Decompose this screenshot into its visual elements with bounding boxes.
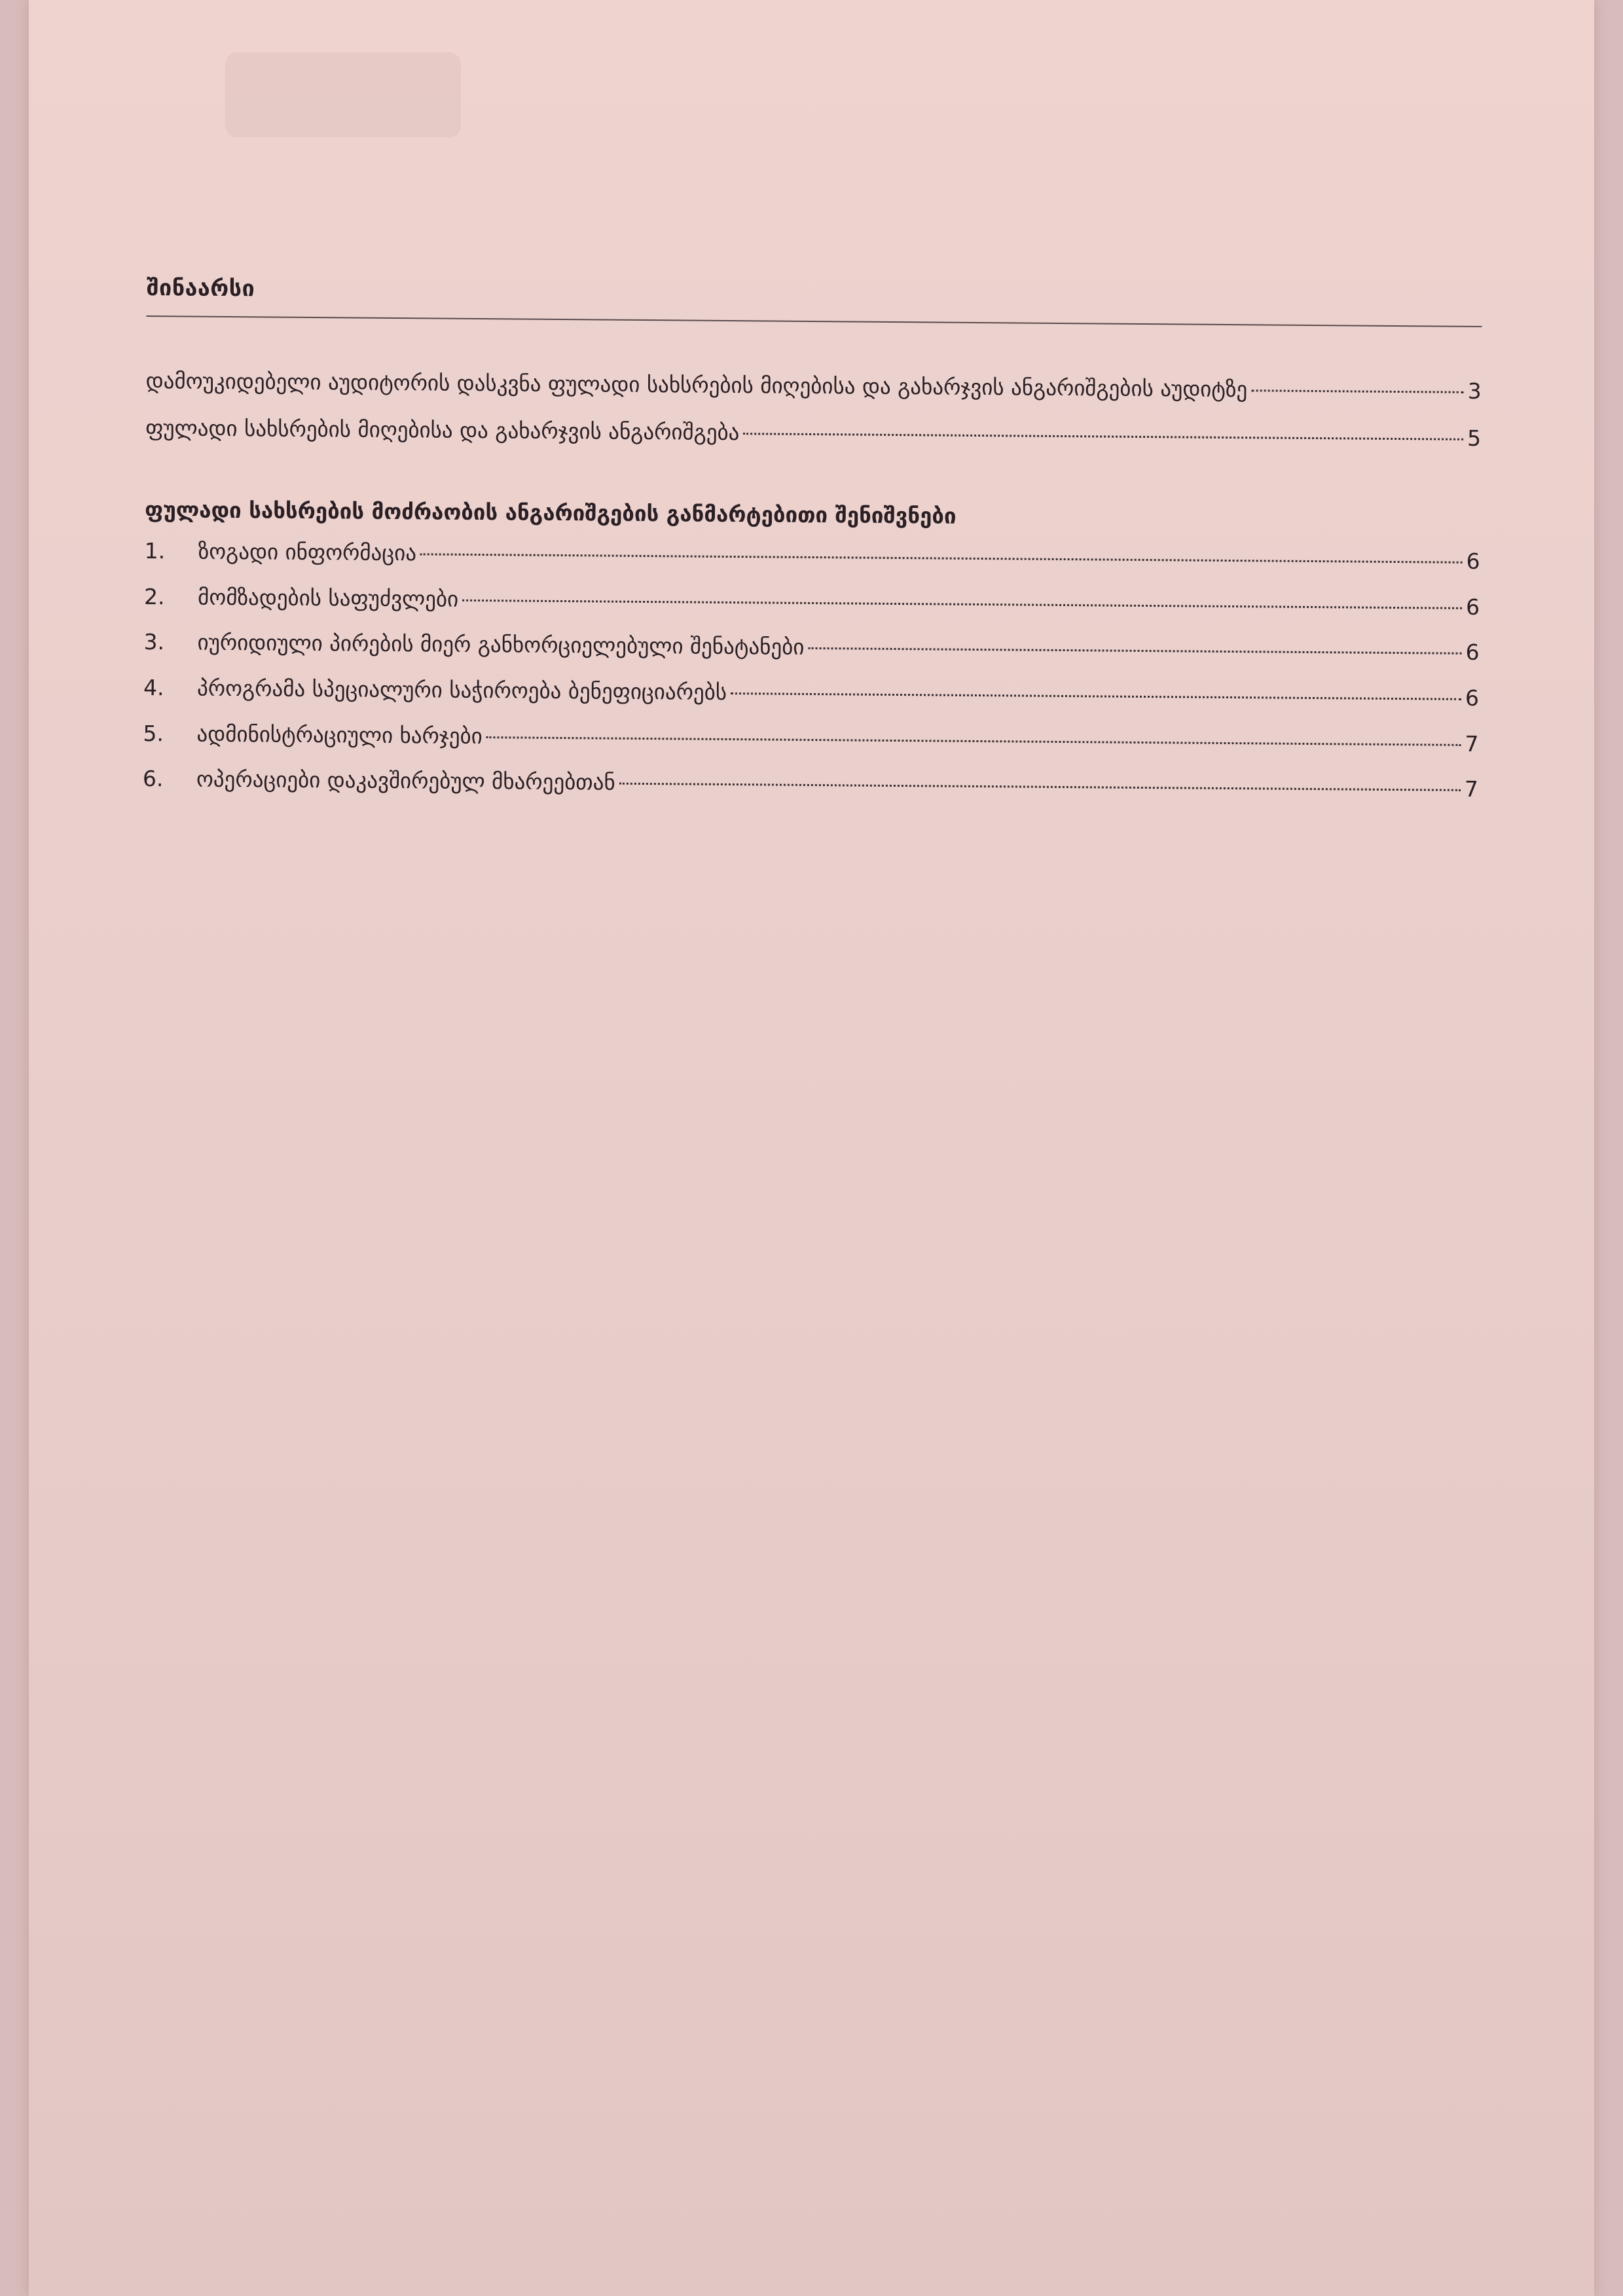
notes-heading: ფულადი სახსრების მოძრაობის ანგარიშგების განმარტებითი შენიშვნები <box>145 497 957 529</box>
dot-leader <box>486 736 1461 746</box>
table-of-contents <box>143 275 1482 822</box>
note-label: ადმინისტრაციული ხარჯები <box>196 721 483 749</box>
note-entry <box>143 675 1479 711</box>
toc-top-entries <box>145 368 1482 451</box>
note-entry <box>144 584 1480 620</box>
note-entry <box>143 629 1479 666</box>
toc-entry-page: 5 <box>1467 425 1482 451</box>
note-label: პროგრამა სპეციალური საჭიროება ბენეფიციარებს <box>196 675 727 705</box>
note-entry <box>143 766 1478 802</box>
note-page: 6 <box>1465 639 1480 666</box>
note-number: 3. <box>143 629 165 655</box>
toc-entry-label: დამოუკიდებელი აუდიტორის დასკვნა ფულადი სახსრების მიღებისა და გახარჯვის ანგარიშგების აუდიტზე <box>145 367 1248 403</box>
note-number: 4. <box>143 674 164 701</box>
note-number: 2. <box>143 583 165 610</box>
note-label: ოპერაციები დაკავშირებულ მხარეებთან <box>196 766 615 795</box>
note-entry <box>145 538 1480 575</box>
note-number: 6. <box>142 766 164 792</box>
note-page: 6 <box>1465 594 1480 620</box>
note-page: 6 <box>1466 548 1480 575</box>
dot-leader <box>1251 389 1463 393</box>
dot-leader <box>808 647 1461 655</box>
dot-leader <box>731 692 1461 700</box>
note-page: 7 <box>1465 730 1479 757</box>
toc-entry-cash-statement <box>145 415 1481 452</box>
faded-logo-shadow <box>225 52 461 137</box>
note-page: 6 <box>1465 685 1480 711</box>
note-label: იურიდიული პირების მიერ განხორციელებული შენატანები <box>197 630 805 660</box>
note-number: 1. <box>144 538 166 564</box>
note-label: მომზადების საფუძვლები <box>197 584 459 612</box>
toc-title: შინაარსი <box>146 275 1482 327</box>
toc-entry-label: ფულადი სახსრების მიღებისა და გახარჯვის ანგარიშგება <box>145 414 740 445</box>
note-page: 7 <box>1464 776 1479 802</box>
document-page <box>29 0 1594 2296</box>
note-label: ზოგადი ინფორმაცია <box>198 538 417 566</box>
toc-entry-auditor-report <box>146 368 1482 404</box>
dot-leader <box>462 600 1462 609</box>
toc-entry-page: 3 <box>1467 378 1482 404</box>
note-number: 5. <box>143 720 164 746</box>
note-entry <box>143 721 1478 757</box>
dot-leader <box>743 433 1463 440</box>
notes-list <box>143 538 1480 802</box>
dot-leader <box>619 783 1461 791</box>
dot-leader <box>420 553 1463 564</box>
